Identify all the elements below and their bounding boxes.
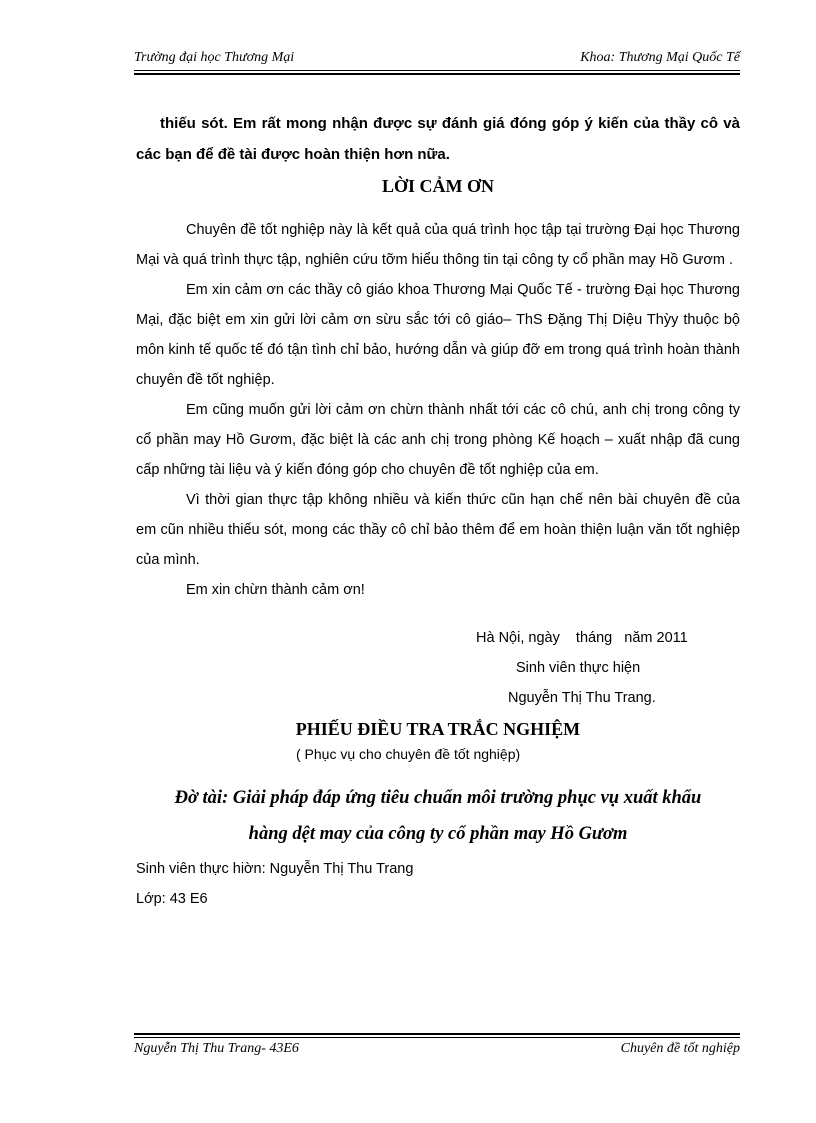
acknowledgement-paragraph: Em xin chừn thành cảm ơn! [186, 582, 365, 598]
page-header [134, 50, 740, 66]
footer-rule [134, 1037, 740, 1038]
survey-title: PHIẾU ĐIỀU TRA TRẮC NGHIỆM [295, 719, 581, 739]
acknowledgement-paragraph: Em cũng muốn gửi lời cảm ơn chừn thành nhất tới các cô chú, anh chị trong công ty cổ phần may Hồ Gươm, đặc biệt là các anh chị trong phòng Kế hoạch – xuất nhập đã cung cấp những tài liệu và ý kiến đóng góp cho chuyên đề tốt nghiệp của em. [136, 402, 740, 478]
acknowledgement-title: LỜI CẢM ƠN [382, 176, 494, 196]
intro-paragraph: thiếu sót. Em rất mong nhận được sự đánh giá đóng góp ý kiến của thầy cô và các bạn để đề tài được hoàn thiện hơn nữa. [136, 115, 740, 163]
header-faculty: Khoa: Thương Mại Quốc Tế [580, 50, 740, 65]
header-rule-thick [134, 73, 740, 75]
acknowledgement-paragraph: Vì thời gian thực tập không nhiều và kiến thức cũn hạn chế nên bài chuyên đề của em cũn nhiều thiếu sót, mong các thầy cô chỉ bảo thêm để em hoàn thiện luận văn tốt nghiệp của mình. [136, 492, 740, 568]
student-info [136, 854, 740, 914]
signature-name: Nguyễn Thị Thu Trang. [508, 690, 656, 706]
signature-date: Hà Nội, ngày tháng năm 2011 [476, 630, 688, 646]
survey-topic [136, 780, 740, 852]
header-school: Trường đại học Thương Mại [134, 50, 295, 65]
acknowledgement-paragraph: Chuyên đề tốt nghiệp này là kết quả của quá trình học tập tại trường Đại học Thương Mại và quá trình thực tập, nghiên cứu tỡm hiểu thông tin tại công ty cổ phần may Hồ Gươm . [136, 222, 740, 268]
survey-subtitle: ( Phục vụ cho chuyên đề tốt nghiệp) [296, 746, 521, 762]
acknowledgement-paragraph: Em xin cảm ơn các thầy cô giáo khoa Thương Mại Quốc Tế - trường Đại học Thương Mại, đặc biệt em xin gửi lời cảm ơn sừu sắc tới cô giáo– ThS Đặng Thị Diệu Thỳy thuộc bộ môn kinh tế quốc tế đó tận tình chỉ bảo, hướng dẫn và giúp đỡ em trong quá trình hoàn thành chuyên đề tốt nghiệp. [136, 282, 740, 388]
survey-topic-line: hàng dệt may của công ty cổ phần may Hồ Gươm [248, 824, 628, 844]
signature-block [136, 623, 740, 713]
survey-topic-line: Đờ tài: Giải pháp đáp ứng tiêu chuẩn môi trường phục vụ xuất khẩu [174, 788, 702, 808]
page-footer [134, 1041, 740, 1057]
header-rule [134, 70, 740, 71]
student-name: Sinh viên thực hiờn: Nguyễn Thị Thu Trang [136, 861, 414, 877]
page-body [136, 108, 740, 914]
student-class: Lớp: 43 E6 [136, 891, 208, 907]
footer-author: Nguyễn Thị Thu Trang- 43E6 [134, 1041, 299, 1056]
footer-rule-thick [134, 1033, 740, 1035]
signature-role: Sinh viên thực hiện [516, 660, 641, 676]
footer-document-type: Chuyên đề tốt nghiệp [620, 1041, 740, 1056]
